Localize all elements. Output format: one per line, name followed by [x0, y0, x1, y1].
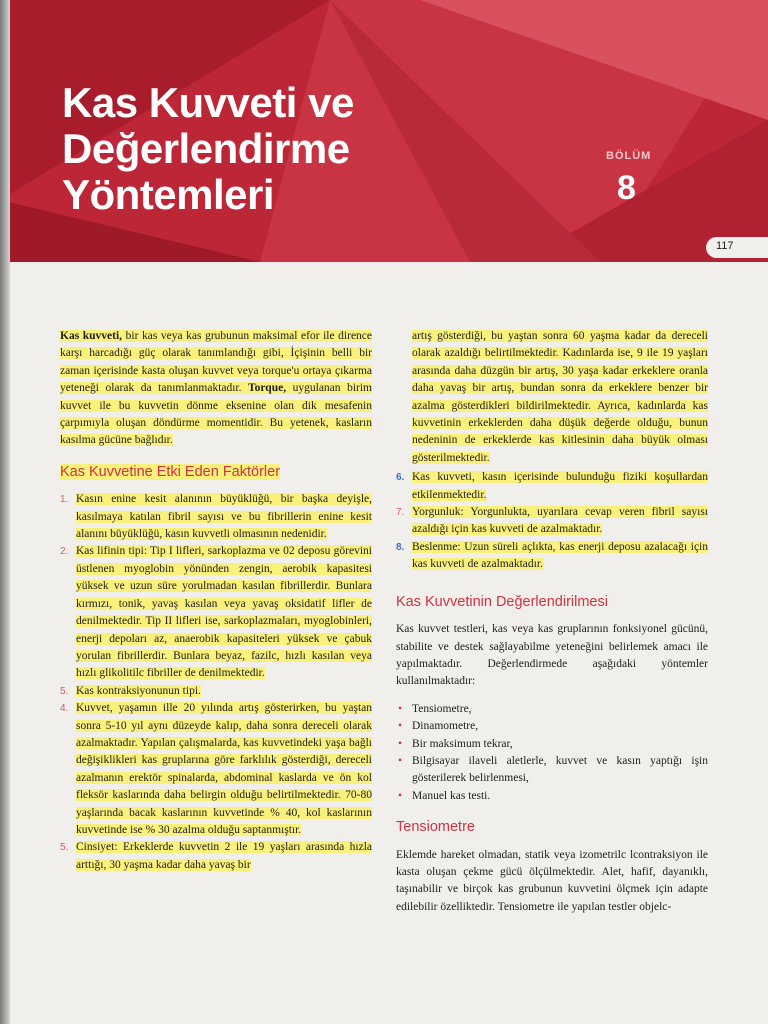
- left-column: [60, 328, 372, 874]
- list-item-text: Kas lifinin tipi: Tip I lifleri, sarkoplazma ve 02 deposu görevini üstlenen myoglobin yönünden zengin, aerobik kapasitesi yüksek ve uzun süre yorulmadan kasılan fibrillerdir. Bunlara kırmızı, tonik, yavaş kasılan veya yavaş oksidatif lifler de denilmektedir. Tip II lifleri ise, sarkoplazmaları, myoglobinleri, enerji depoları az, anaerobik kapasiteleri yüksek ve çabuk yorulan fibrillerdir. Bunlara beyaz, fazilc, hızlı kasılan veya hızlı glikolitilc fibriller de denilmektedir.: [76, 545, 372, 680]
- list-number: 1.: [60, 494, 69, 506]
- list-item: [396, 504, 708, 539]
- list-item-text: Kasın enine kesit alanının büyüklüğü, bir başka deyişle, kasılmaya katılan fibril sayısı ve bu fibrillerin enine kesit alanını büyüklüğü, kasın kuvvetli olmasının nedenidir.: [76, 493, 372, 541]
- list-number: 5.: [60, 685, 69, 697]
- list-item-text: Kuvvet, yaşamın ille 20 yılında artış gösterirken, bu yaştan sonra 5-10 yıl aynı düzeyde kalıp, daha sonra dereceli olarak azalmaktadır. Yapılan çalışmalarda, kas kuvvetindeki yaşa bağlı değişiklikleri kas gruplarına göre farklılık gösterdiği, dereceli azalmanın erektör spinalarda, abdominal kaslarda ve ön kol fleksör kaslarında daha belirgin olduğu belirtilmektedir. 70-80 yaşlarında bacak kaslarının kuvvetinde % 40, kol kaslarının kuvvetinde ise % 30 azalma olduğu saptanmıştır.: [76, 702, 372, 836]
- list-number: 8.: [396, 541, 405, 553]
- list-item: [60, 839, 372, 874]
- list-item-text: Kas kuvveti, kasın içerisinde bulunduğu fiziki koşullardan etkilenmektedir.: [412, 471, 708, 501]
- intro-text: bir kas veya kas grubunun maksimal efor ile dirence karşı harcadığı güç olarak tanımlandığı gibi, İçişinin belli bir zaman içerisinde kasta oluşan kuvvet veya torque'u ortaya çıkarma yeteneği olarak da tanımlanmaktadır.: [60, 330, 373, 395]
- factor-list-continued: [396, 469, 708, 573]
- intro-text: uygulanan birim kuvvet ile bu kuvvetin dönme eksenine olan dik mesafenin çarpımıyla oluşan döndürme momentidir. Bu yetenek, kasların kasılma gücüne bağlıdır.: [60, 382, 372, 447]
- list-item: [60, 491, 372, 543]
- page-number: 117: [716, 240, 734, 252]
- list-item: [60, 543, 372, 682]
- list-number: 7.: [396, 507, 405, 519]
- list-item: • Bilgisayar ilaveli aletlerle, kuvvet ve kasın yaptığı işin gösterilerek belirlenmesi,: [396, 753, 708, 788]
- list-number: 2.: [60, 546, 69, 558]
- list-item: [396, 539, 708, 574]
- list-item-text: Cinsiyet: Erkeklerde kuvvetin 2 ile 19 yaşları arasında hızla arttığı, 30 yaşma kadar daha yavaş bir: [76, 841, 372, 871]
- intro-term: Kas kuvveti,: [60, 330, 123, 342]
- list-item: • Manuel kas testi.: [396, 788, 708, 805]
- chapter-label: BÖLÜM: [606, 150, 652, 162]
- chapter-title: [62, 80, 354, 218]
- chapter-title-line: Değerlendirme: [62, 125, 350, 172]
- section-heading: [60, 464, 372, 481]
- list-number: 4.: [60, 703, 69, 715]
- list-item: • Bir maksimum tekrar,: [396, 736, 708, 753]
- list-item-text: Kas kontraksiyonunun tipi.: [76, 684, 201, 697]
- chapter-number: 8: [617, 169, 636, 207]
- list-item: • Tensiometre,: [396, 701, 708, 718]
- list-item-text: Beslenme: Uzun süreli açlıkta, kas enerji deposu azalacağı için kas kuvveti de azalmaktadır.: [412, 540, 708, 571]
- factor-list: [60, 491, 372, 874]
- section-paragraph: Kas kuvvet testleri, kas veya kas gruplarının fonksiyonel gücünü, stabilite ve destek sağlayabilme yeteneğini belirlemek amacı ile yapılmaktadır. Değerlendirmede aşağıdaki yöntemler kullanılmaktadır:: [396, 623, 708, 688]
- method-list: [396, 701, 708, 805]
- chapter-title-line: Kas Kuvveti ve: [62, 79, 354, 126]
- page-binding-shadow: [0, 0, 10, 1024]
- section-heading: Kas Kuvvetinin Değerlendirilmesi: [396, 593, 608, 610]
- list-item: [60, 700, 372, 839]
- continuation-paragraph: [396, 328, 708, 467]
- list-item: [396, 469, 708, 504]
- continuation-text: artış gösterdiği, bu yaştan sonra 60 yaşma kadar da dereceli olarak azaldığı belirtilmektedir. Kadınlarda ise, 9 ile 19 yaşları arasında daha düzgün bir artış, 30 yaşa kadar erkeklere oranla daha yavaş bir artış, bundan sonra da erkeklere benzer bir azalma gösterdikleri bildirilmektedir. Ayrıca, kadınlarda kas kuvvetinin erkeklerden daha düşük değerde olduğu, bunun nedeninin de erkeklerde kas kitlesinin daha büyük olması gösterilmektedir.: [412, 330, 708, 464]
- section-heading-text: Kas Kuvvetine Etki Eden Faktörler: [60, 463, 281, 480]
- section-paragraph: Eklemde hareket olmadan, statik veya izometrilc lcontraksiyon ile kasta oluşan çekme gücü ölçülmektedir. Alet, hafif, dayanıklı, taşınabilir ve birçok kas grubunun kuvvetini ölçmek için adapte edilebilir özelliktedir. Tensiometre ile yapılan testler objelc-: [396, 848, 708, 913]
- intro-term: Torque,: [248, 382, 287, 395]
- list-number: 6.: [396, 472, 405, 484]
- list-item-text: Yorgunluk: Yorgunlukta, uyarılara cevap veren fibril sayısı azaldığı için kas kuvveti de azalmaktadır.: [412, 506, 708, 536]
- list-number: 5.: [60, 842, 69, 854]
- right-column: [396, 328, 708, 926]
- section-heading: Tensiometre: [396, 819, 475, 836]
- chapter-title-line: Yöntemleri: [62, 171, 275, 218]
- list-item: [60, 683, 372, 700]
- intro-paragraph: [60, 328, 372, 450]
- list-item: • Dinamometre,: [396, 718, 708, 735]
